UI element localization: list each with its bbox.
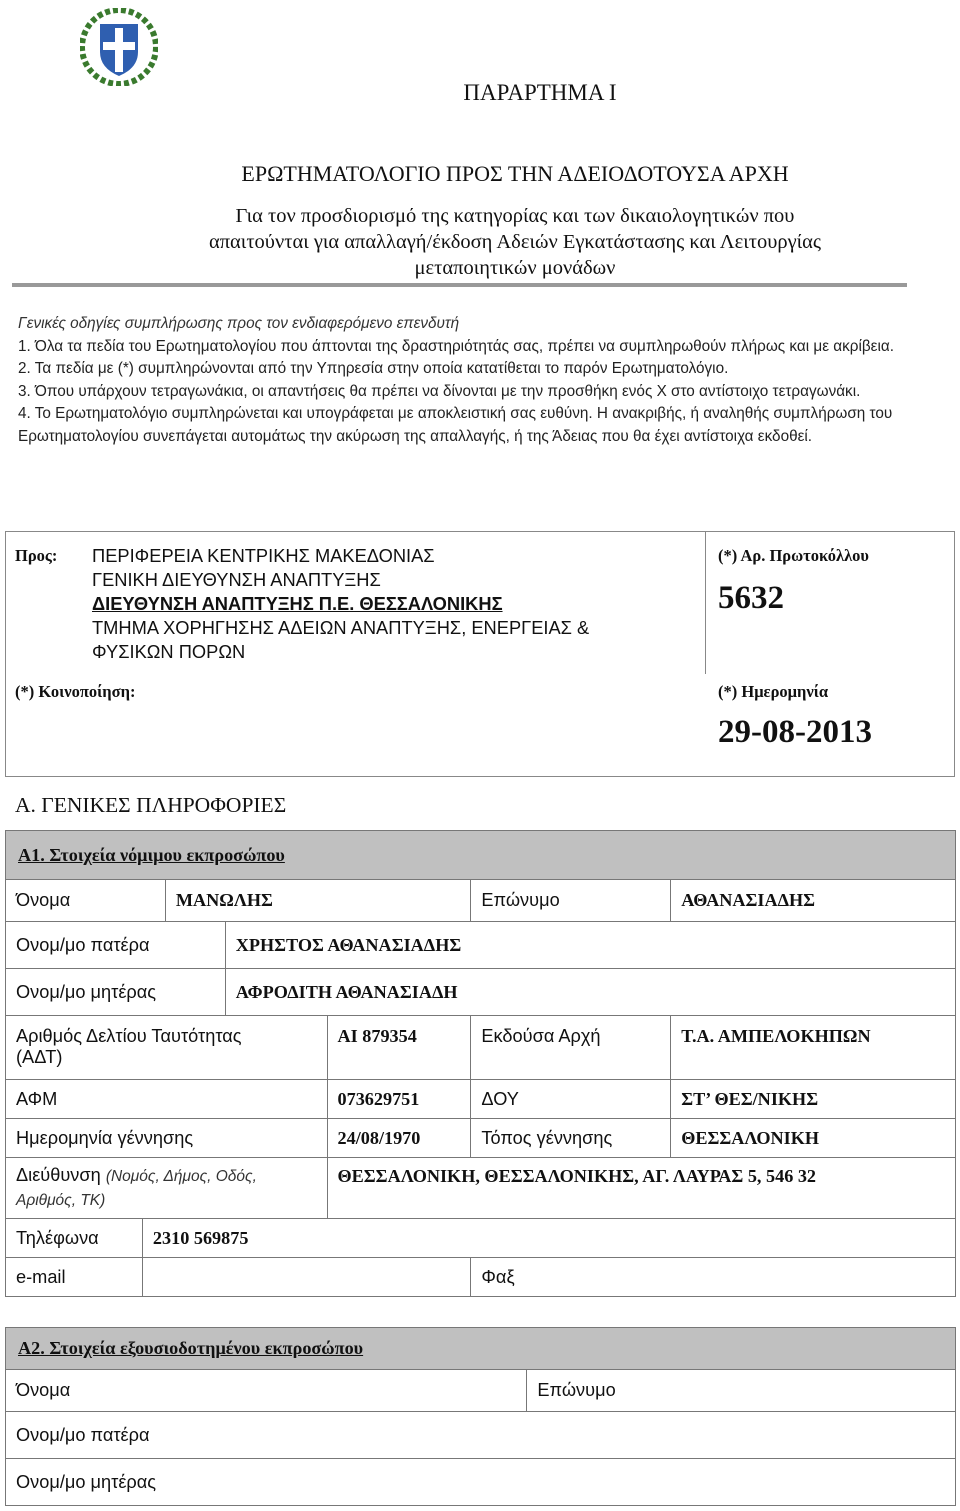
a1-heading [6, 831, 956, 880]
a1-legal-representative-table [5, 830, 956, 1297]
addressee-line: ΓΕΝΙΚΗ ΔΙΕΥΘΥΝΣΗ ΑΝΑΠΤΥΞΗΣ [92, 569, 381, 590]
address-hint: (Νομός, Δήμος, Οδός, [105, 1168, 257, 1185]
issuer-label: Εκδούσα Αρχή [471, 1016, 671, 1080]
last-name-value[interactable]: ΑΘΑΝΑΣΙΑΔΗΣ [671, 880, 956, 922]
mother-name-value[interactable]: ΑΦΡΟΔΙΤΗ ΑΘΑΝΑΣΙΑΔΗ [225, 969, 955, 1016]
annex-title: ΠΑΡΑΡΤΗΜΑ Ι [463, 80, 617, 105]
horizontal-divider [12, 283, 907, 287]
subtitle-line: Για τον προσδιορισμό της κατηγορίας και των δικαιολογητικών που [235, 205, 795, 227]
fax-field[interactable] [471, 1258, 956, 1297]
subtitle-line: απαιτούνται για απαλλαγή/έκδοση Αδειών Εγκατάστασης και Λειτουργίας [208, 231, 822, 253]
address-label-text: Διεύθυνση [16, 1165, 101, 1185]
address-value[interactable]: ΘΕΣΣΑΛΟΝΙΚΗ, ΘΕΣΣΑΛΟΝΙΚΗΣ, ΑΓ. ΛΑΥΡΑΣ 5, 546 32 [327, 1158, 955, 1219]
id-number-label-line: Αριθμός Δελτίου Ταυτότητας [16, 1026, 242, 1046]
birth-place-label: Τόπος γέννησης [471, 1119, 671, 1158]
email-value[interactable] [142, 1258, 471, 1297]
afm-value[interactable]: 073629751 [327, 1080, 471, 1119]
addressee-to-label: Προς: [15, 546, 58, 565]
doy-value[interactable]: ΣΤ’ ΘΕΣ/ΝΙΚΗΣ [671, 1080, 956, 1119]
a2-mother-name-label[interactable]: Ονομ/μο μητέρας [6, 1459, 956, 1506]
a1-heading-text: Α1. Στοιχεία νόμιμου εκπροσώπου [18, 844, 285, 865]
instructions-block [18, 313, 898, 448]
address-label [6, 1158, 328, 1219]
date-value[interactable]: 29-08-2013 [718, 714, 872, 750]
a2-authorized-representative-table [5, 1327, 956, 1506]
a2-heading [6, 1328, 956, 1370]
id-number-label-line: (ΑΔΤ) [16, 1047, 63, 1067]
instruction-item: 4. Το Ερωτηματολόγιο συμπληρώνεται και υπογράφεται με αποκλειστική σας ευθύνη. Η ανακριβής, ή αναληθής συμπλήρωση του Ερωτηματολογίου συνεπάγεται αυτομάτως την ακύρωση της απαλλαγής, ή της Άδειας που θα έχει αντίστοιχα εκδοθεί. [18, 405, 893, 445]
issuer-value[interactable]: Τ.Α. ΑΜΠΕΛΟΚΗΠΩΝ [671, 1016, 956, 1080]
protocol-number-value[interactable]: 5632 [718, 580, 784, 616]
addressee-line: ΠΕΡΙΦΕΡΕΙΑ ΚΕΝΤΡΙΚΗΣ ΜΑΚΕΔΟΝΙΑΣ [92, 545, 435, 566]
phone-label: Τηλέφωνα [6, 1219, 143, 1258]
addressee-box-divider [705, 531, 706, 674]
id-number-value[interactable]: ΑΙ 879354 [327, 1016, 471, 1080]
email-label: e-mail [6, 1258, 143, 1297]
instructions-heading: Γενικές οδηγίες συμπλήρωσης προς τον ενδιαφερόμενο επενδυτή [18, 315, 460, 332]
a2-father-name-label[interactable]: Ονομ/μο πατέρα [6, 1412, 956, 1459]
father-name-label: Ονομ/μο πατέρα [6, 922, 226, 969]
last-name-label: Επώνυμο [471, 880, 671, 922]
addressee-line: ΤΜΗΜΑ ΧΟΡΗΓΗΣΗΣ ΑΔΕΙΩΝ ΑΝΑΠΤΥΞΗΣ, ΕΝΕΡΓΕΙΑΣ & [92, 617, 590, 638]
address-hint: Αριθμός, ΤΚ) [16, 1192, 106, 1209]
addressee-line: ΦΥΣΙΚΩΝ ΠΟΡΩΝ [92, 641, 246, 662]
instruction-item: 3. Όπου υπάρχουν τετραγωνάκια, οι απαντήσεις θα πρέπει να δίνονται με την προσθήκη ενός Χ στο αντίστοιχο τετραγωνάκι. [18, 382, 861, 400]
a2-last-name-label[interactable]: Επώνυμο [527, 1370, 956, 1412]
a2-first-name-label[interactable]: Όνομα [6, 1370, 527, 1412]
father-name-value[interactable]: ΧΡΗΣΤΟΣ ΑΘΑΝΑΣΙΑΔΗΣ [225, 922, 955, 969]
section-a-title: Α. ΓΕΝΙΚΕΣ ΠΛΗΡΟΦΟΡΙΕΣ [15, 793, 287, 817]
doy-label: ΔΟΥ [471, 1080, 671, 1119]
instruction-item: 1. Όλα τα πεδία του Ερωτηματολογίου που άπτονται της δραστηριότητάς σας, πρέπει να συμπληρωθούν πλήρως και με ακρίβεια. [18, 337, 894, 355]
first-name-value[interactable]: ΜΑΝΩΛΗΣ [165, 880, 471, 922]
addressee-line-emphasis: ΔΙΕΥΘΥΝΣΗ ΑΝΑΠΤΥΞΗΣ Π.Ε. ΘΕΣΣΑΛΟΝΙΚΗΣ [92, 593, 503, 614]
greek-coat-of-arms-emblem [80, 8, 158, 86]
phone-value[interactable]: 2310 569875 [142, 1219, 955, 1258]
fax-label: Φαξ [481, 1266, 515, 1287]
instruction-item: 2. Τα πεδία με (*) συμπληρώνονται από την Υπηρεσία στην οποία κατατίθεται το παρόν Ερωτηματολόγιο. [18, 360, 729, 377]
first-name-label: Όνομα [6, 880, 166, 922]
subtitle-line: μεταποιητικών μονάδων [414, 257, 616, 279]
date-label: (*) Ημερομηνία [718, 682, 829, 701]
cc-label: (*) Κοινοποίηση: [15, 682, 136, 701]
a2-heading-text: Α2. Στοιχεία εξουσιοδοτημένου εκπροσώπου [18, 1338, 364, 1358]
questionnaire-subtitle [0, 203, 960, 281]
afm-label: ΑΦΜ [6, 1080, 328, 1119]
protocol-number-label: (*) Αρ. Πρωτοκόλλου [718, 546, 869, 565]
id-number-label [6, 1016, 328, 1080]
birth-date-label: Ημερομηνία γέννησης [6, 1119, 328, 1158]
questionnaire-title: ΕΡΩΤΗΜΑΤΟΛΟΓΙΟ ΠΡΟΣ ΤΗΝ ΑΔΕΙΟΔΟΤΟΥΣΑ ΑΡΧΗ [241, 161, 789, 186]
mother-name-label: Ονομ/μο μητέρας [6, 969, 226, 1016]
birth-date-value[interactable]: 24/08/1970 [327, 1119, 471, 1158]
addressee-lines [92, 544, 589, 664]
birth-place-value[interactable]: ΘΕΣΣΑΛΟΝΙΚΗ [671, 1119, 956, 1158]
